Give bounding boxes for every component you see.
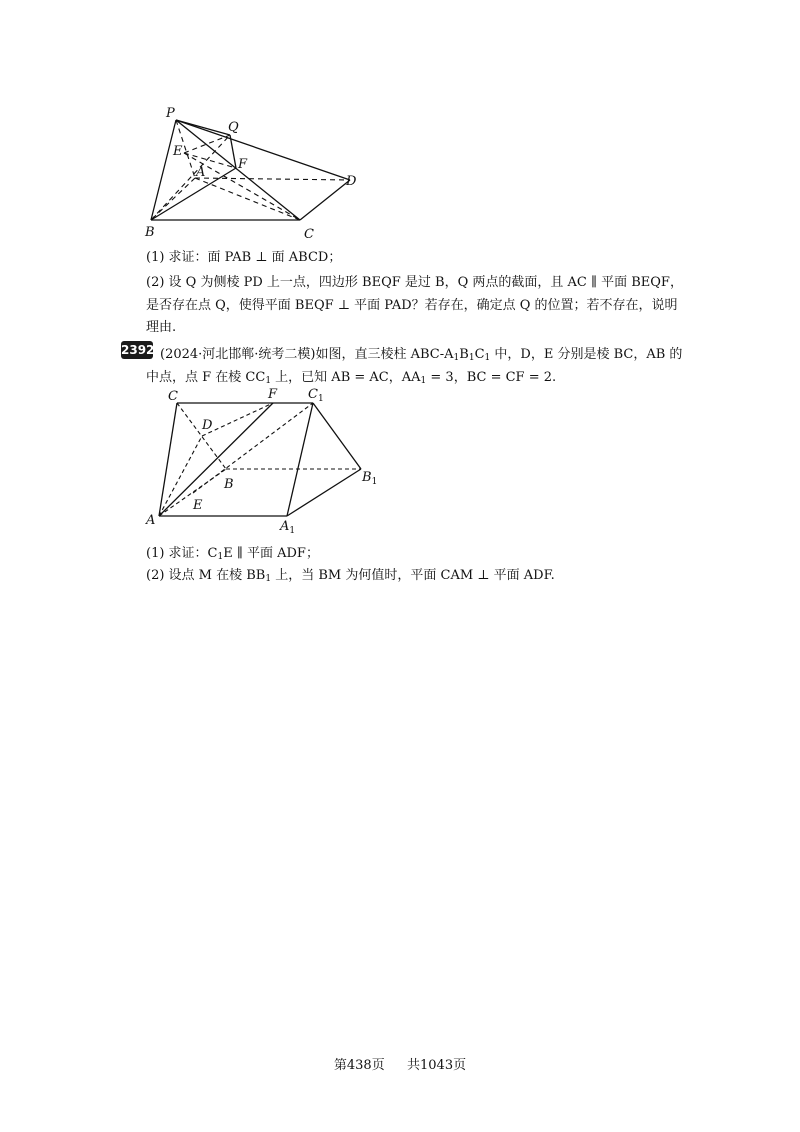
label-C: C [304, 227, 314, 242]
label-B: B [224, 477, 234, 492]
label-A: A [196, 165, 206, 180]
label-C1: $C_1$ [308, 387, 324, 404]
total-pages: 共1043页 [407, 1058, 467, 1073]
p2-q2: (2) 设点 M 在棱 $BB_1$ 上，当 BM 为何值时，平面 CAM ⊥ 平面 ADF. [146, 568, 555, 584]
p1-q2-line3: 理由. [146, 320, 177, 335]
label-B1: $B_1$ [362, 470, 378, 487]
p1-q2-line2: 是否存在点 Q，使得平面 BEQF ⊥ 平面 PAD？若存在，确定点 Q 的位置；若不存在，说明 [146, 298, 678, 313]
p2-intro-line1: (2024·河北邯郸·统考二模)如图，直三棱柱 ABC-$A_1B_1C_1$ 中，D，E 分别是棱 BC，AB 的 [160, 347, 683, 363]
label-A1: $A_1$ [280, 519, 296, 536]
p1-q1: (1) 求证：面 PAB ⊥ 面 ABCD； [146, 250, 342, 265]
pyramid-figure [140, 100, 370, 245]
prism-figure [140, 385, 390, 535]
label-E: E [173, 144, 183, 159]
label-D: D [346, 174, 357, 189]
p2-q1: (1) 求证：$C_1E$ ∥ 平面 ADF； [146, 546, 319, 562]
label-C: C [168, 389, 178, 404]
label-F: F [238, 157, 248, 172]
label-A: A [146, 513, 156, 528]
label-D: D [202, 418, 213, 433]
label-B: B [145, 225, 155, 240]
problem-number-badge: 2392 [121, 343, 155, 357]
label-P: P [166, 106, 175, 121]
p2-intro-line2: 中点，点 F 在棱 $CC_1$ 上，已知 AB = AC，$AA_1 = 3$，BC = CF = 2. [146, 370, 557, 386]
page-footer [0, 1054, 800, 1073]
label-F: F [268, 387, 278, 402]
label-Q: Q [228, 120, 239, 135]
p1-q2-line1: (2) 设 Q 为侧棱 PD 上一点，四边形 BEQF 是过 B，Q 两点的截面，且 AC ∥ 平面 BEQF， [146, 275, 683, 290]
label-E: E [193, 498, 203, 513]
page-number: 第438页 [333, 1058, 385, 1073]
